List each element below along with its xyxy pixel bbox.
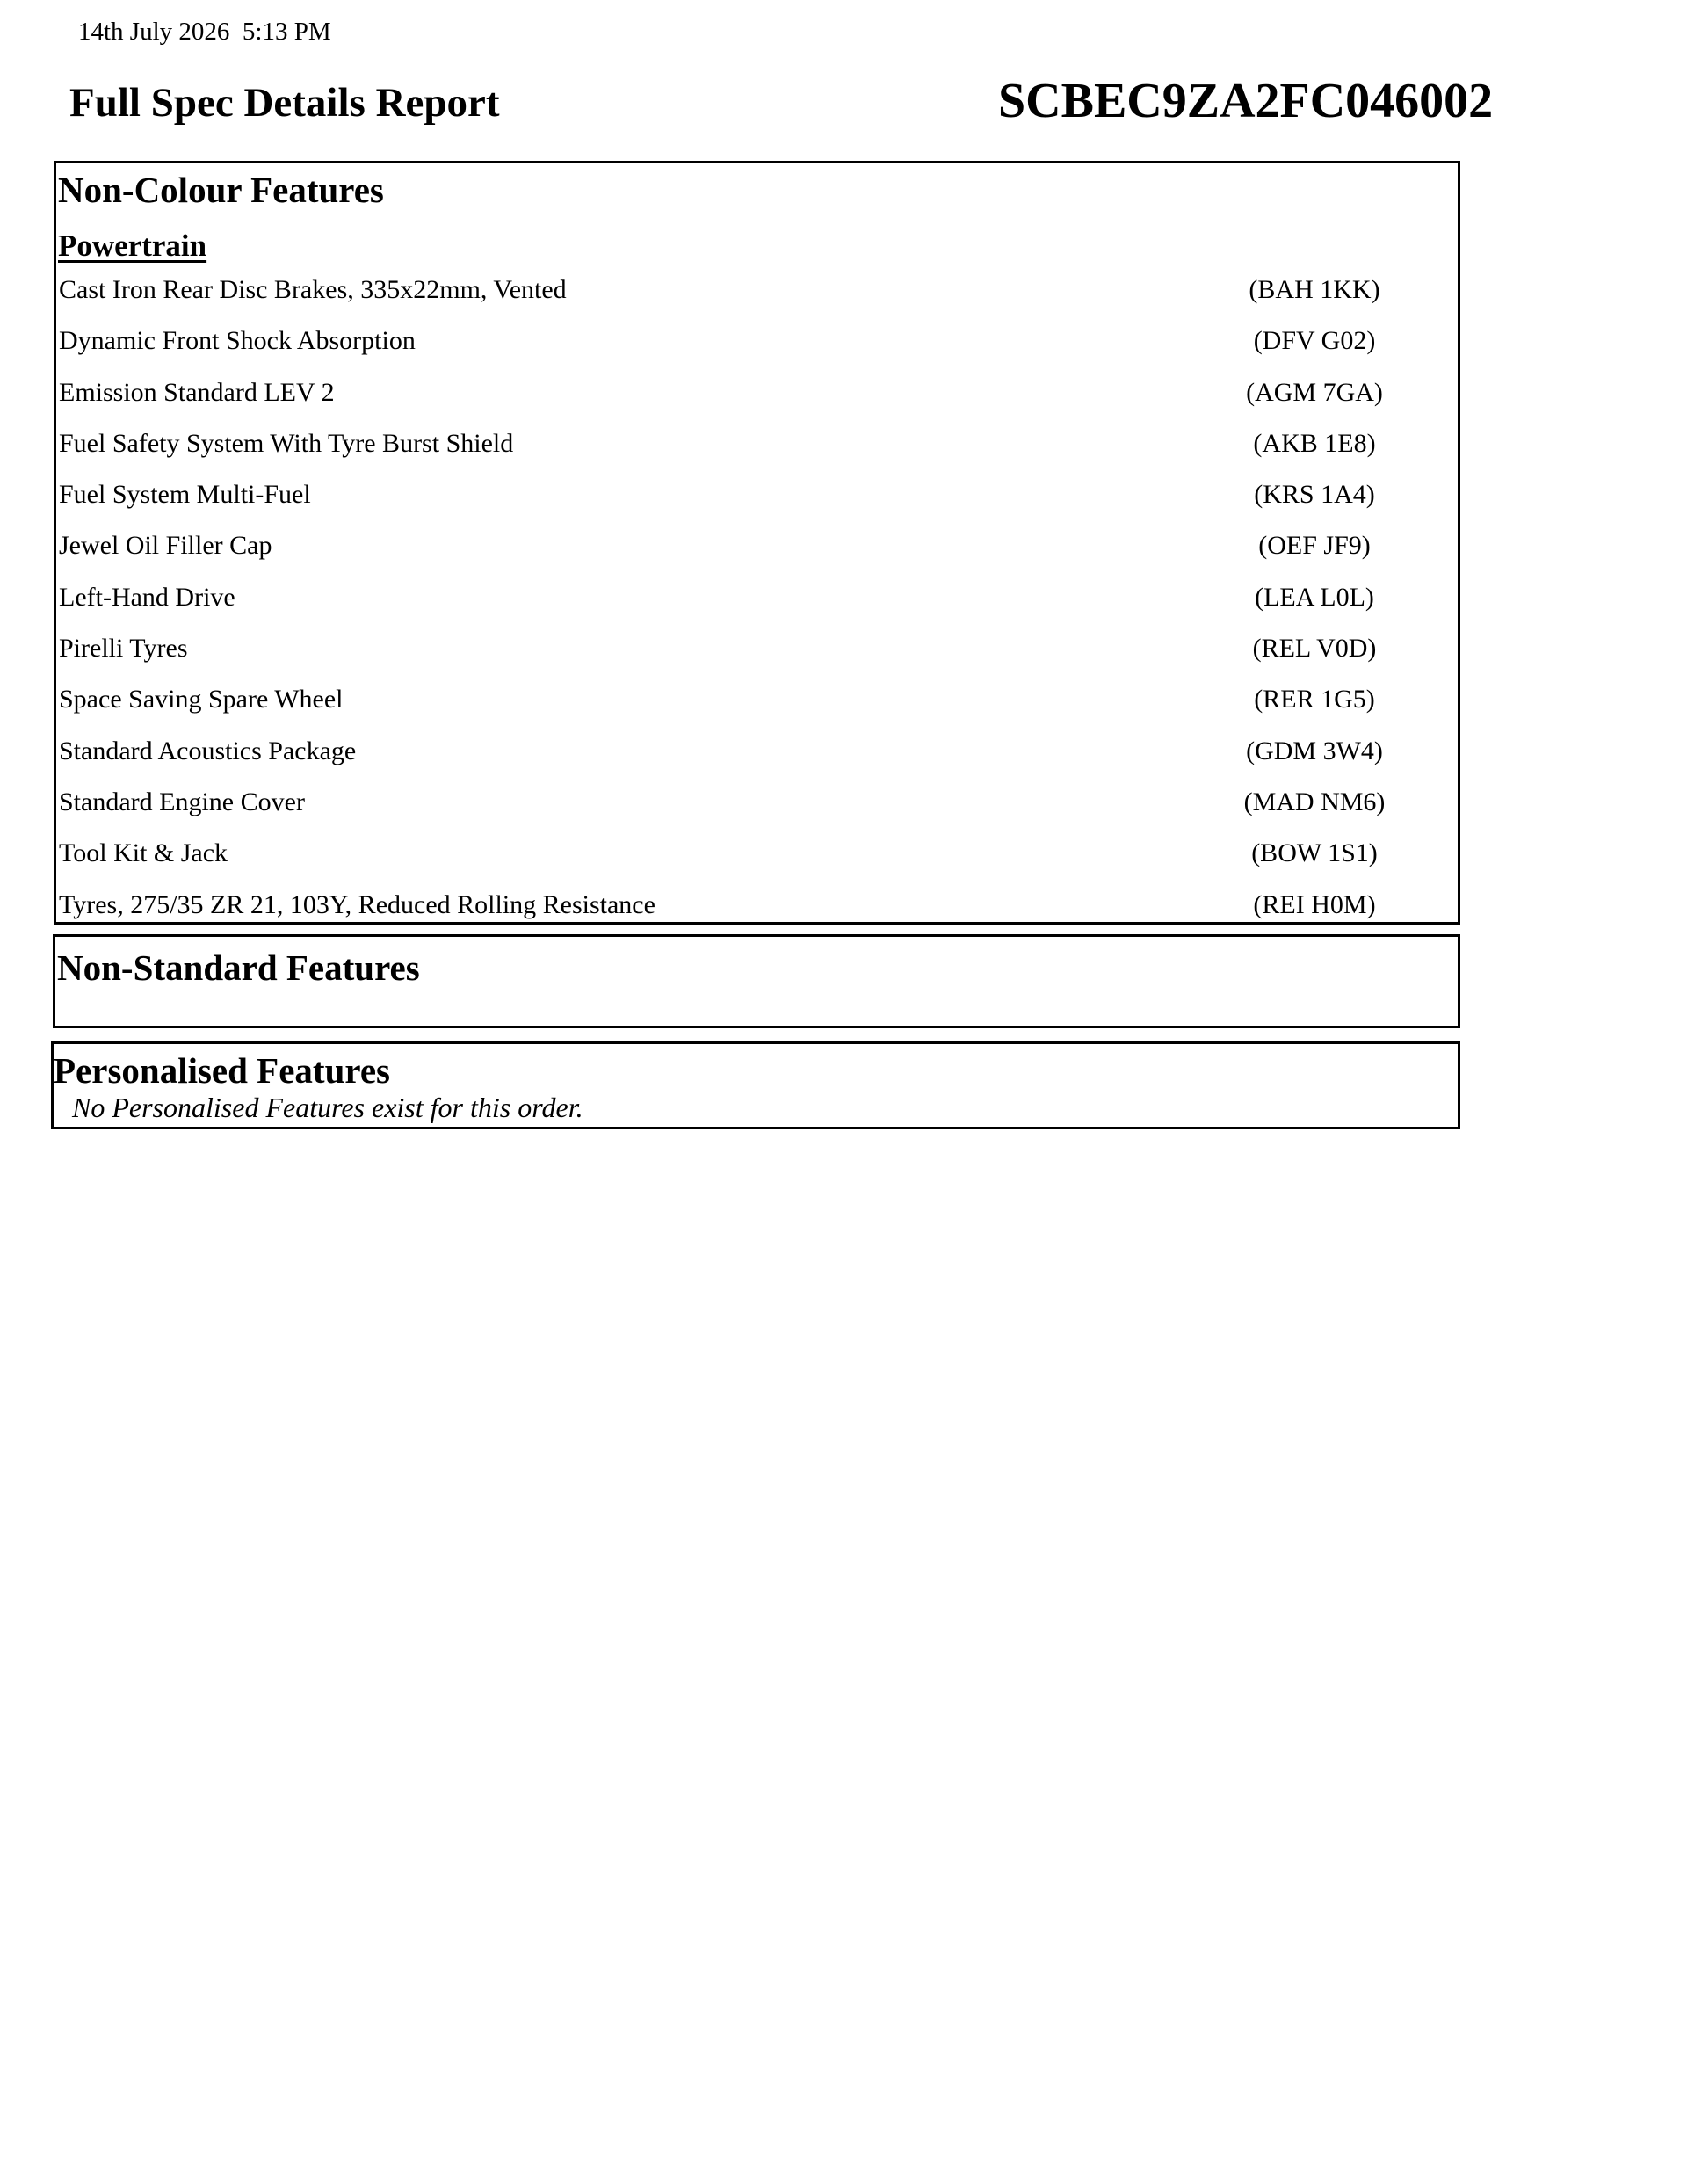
feature-row (56, 376, 1458, 427)
report-timestamp: 14th July 2026 5:13 PM (78, 18, 331, 46)
section-title: Non-Standard Features (57, 947, 420, 988)
feature-code: (DFV G02) (1253, 326, 1376, 356)
feature-code: (REI H0M) (1253, 889, 1376, 919)
feature-row (56, 889, 1458, 940)
section-title: Personalised Features (54, 1050, 390, 1091)
no-personalised-features-note: No Personalised Features exist for this order. (72, 1092, 583, 1123)
feature-code: (KRS 1A4) (1254, 480, 1375, 510)
section-title: Non-Colour Features (58, 170, 384, 210)
feature-code: (OEF JF9) (1258, 531, 1371, 561)
non-colour-features-section (54, 161, 1460, 925)
feature-row (56, 427, 1458, 478)
non-standard-features-section (53, 934, 1460, 1028)
feature-row (56, 837, 1458, 888)
feature-row (56, 529, 1458, 580)
feature-code: (AGM 7GA) (1246, 377, 1383, 407)
powertrain-feature-list (56, 273, 1458, 940)
feature-row (56, 786, 1458, 837)
feature-description: Dynamic Front Shock Absorption (59, 326, 416, 356)
feature-description: Cast Iron Rear Disc Brakes, 335x22mm, Vented (59, 275, 567, 304)
feature-description: Fuel System Multi-Fuel (59, 480, 311, 510)
feature-row (56, 581, 1458, 632)
feature-row (56, 478, 1458, 529)
feature-description: Pirelli Tyres (59, 634, 188, 664)
feature-description: Standard Engine Cover (59, 787, 305, 816)
feature-code: (GDM 3W4) (1246, 736, 1383, 765)
feature-row (56, 324, 1458, 375)
feature-row (56, 632, 1458, 683)
feature-description: Jewel Oil Filler Cap (59, 531, 272, 561)
feature-description: Standard Acoustics Package (59, 736, 357, 765)
feature-description: Tool Kit & Jack (59, 838, 228, 868)
feature-description: Tyres, 275/35 ZR 21, 103Y, Reduced Rolling Resistance (59, 889, 655, 919)
feature-code: (REL V0D) (1252, 634, 1377, 664)
feature-code: (RER 1G5) (1254, 685, 1375, 715)
feature-description: Fuel Safety System With Tyre Burst Shield (59, 428, 514, 458)
vin-number: SCBEC9ZA2FC046002 (998, 74, 1494, 128)
feature-description: Left-Hand Drive (59, 582, 235, 612)
feature-code: (LEA L0L) (1255, 582, 1374, 612)
feature-description: Space Saving Spare Wheel (59, 685, 344, 715)
feature-row (56, 273, 1458, 324)
feature-description: Emission Standard LEV 2 (59, 377, 335, 407)
feature-row (56, 683, 1458, 734)
feature-code: (MAD NM6) (1243, 787, 1386, 816)
report-title: Full Spec Details Report (69, 80, 500, 126)
subsection-title: Powertrain (58, 229, 207, 263)
feature-code: (BOW 1S1) (1251, 838, 1378, 868)
feature-code: (AKB 1E8) (1253, 428, 1376, 458)
feature-code: (BAH 1KK) (1249, 275, 1380, 304)
personalised-features-section (51, 1041, 1460, 1129)
feature-row (56, 735, 1458, 786)
